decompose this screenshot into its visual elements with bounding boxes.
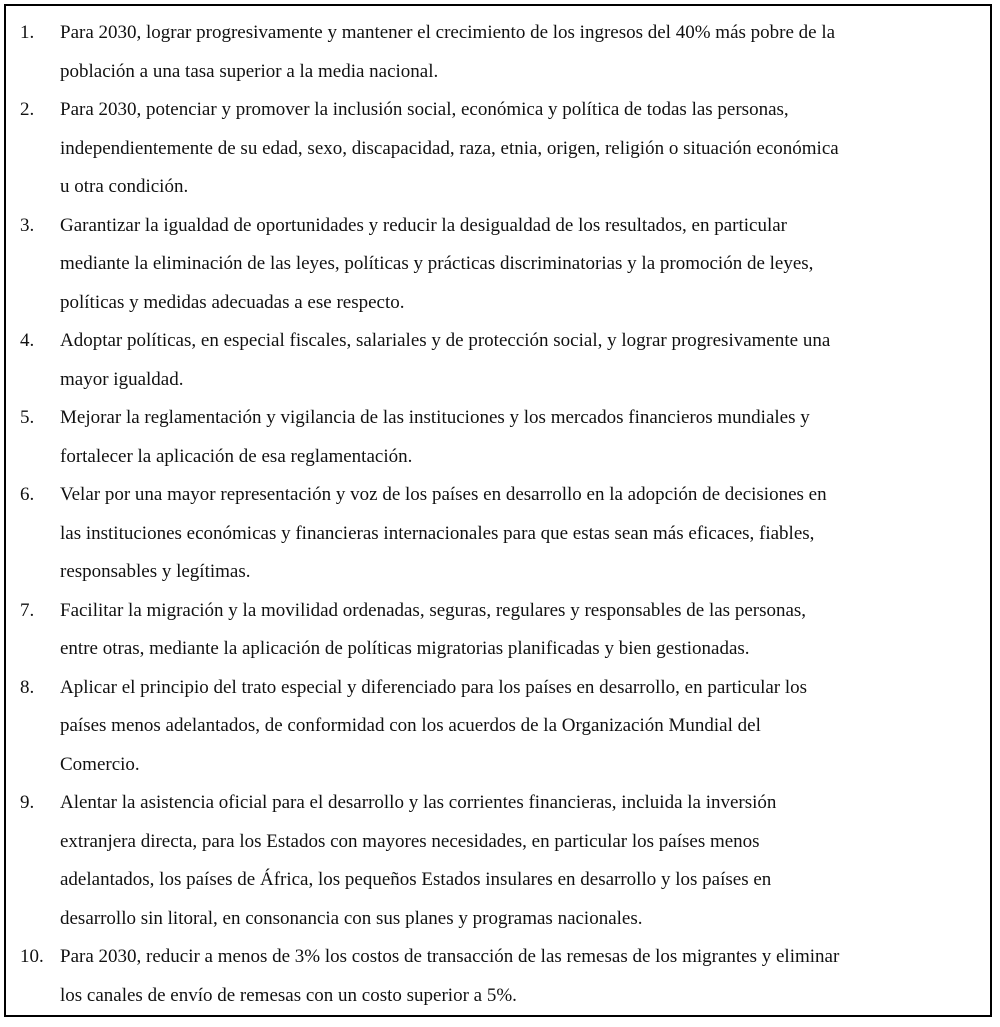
targets-list <box>20 14 986 1015</box>
item-number: 3. <box>20 214 35 236</box>
text-line: Para 2030, potenciar y promover la inclusión social, económica y política de todas las personas, <box>60 99 789 120</box>
item-text <box>60 399 986 476</box>
text-line: Aplicar el principio del trato especial y diferenciado para los países en desarrollo, en particular los <box>60 676 808 698</box>
list-item <box>20 14 986 91</box>
text-line: independientemente de su edad, sexo, discapacidad, raza, etnia, origen, religión o situación económica <box>60 137 839 159</box>
list-item <box>20 322 986 399</box>
item-text <box>60 669 986 785</box>
list-item <box>20 207 986 323</box>
targets-box <box>4 4 992 1017</box>
item-text <box>60 938 986 1015</box>
text-line: Velar por una mayor representación y voz de los países en desarrollo en la adopción de decisiones en <box>60 484 827 505</box>
text-line: desarrollo sin litoral, en consonancia con sus planes y programas nacionales. <box>60 907 643 929</box>
text-line: fortalecer la aplicación de esa reglamentación. <box>60 445 413 467</box>
text-line: Comercio. <box>60 753 140 775</box>
list-item <box>20 476 986 592</box>
item-text <box>60 784 986 938</box>
text-line: Garantizar la igualdad de oportunidades y reducir la desigualdad de los resultados, en particular <box>60 214 788 236</box>
text-line: Para 2030, reducir a menos de 3% los costos de transacción de las remesas de los migrantes y eliminar <box>60 946 840 967</box>
text-line: Mejorar la reglamentación y vigilancia de las instituciones y los mercados financieros mundiales y <box>60 407 810 428</box>
item-text <box>60 207 986 323</box>
list-item <box>20 91 986 207</box>
item-number: 2. <box>20 99 35 120</box>
item-number: 6. <box>20 484 35 505</box>
list-item <box>20 669 986 785</box>
text-line: entre otras, mediante la aplicación de políticas migratorias planificadas y bien gestionadas. <box>60 638 750 659</box>
item-text <box>60 322 986 399</box>
text-line: países menos adelantados, de conformidad con los acuerdos de la Organización Mundial del <box>60 715 761 736</box>
item-text <box>60 14 986 91</box>
text-line: población a una tasa superior a la media nacional. <box>60 60 439 82</box>
text-line: Alentar la asistencia oficial para el desarrollo y las corrientes financieras, incluida la inversión <box>60 792 777 813</box>
text-line: los canales de envío de remesas con un costo superior a 5%. <box>60 984 517 1006</box>
list-item <box>20 938 986 1015</box>
text-line: Facilitar la migración y la movilidad ordenadas, seguras, regulares y responsables de las personas, <box>60 599 807 621</box>
text-line: políticas y medidas adecuadas a ese respecto. <box>60 291 405 313</box>
text-line: Para 2030, lograr progresivamente y mantener el crecimiento de los ingresos del 40% más pobre de la <box>60 22 836 43</box>
text-line: u otra condición. <box>60 176 189 197</box>
list-item <box>20 784 986 938</box>
text-line: mayor igualdad. <box>60 368 184 390</box>
text-line: Adoptar políticas, en especial fiscales, salariales y de protección social, y lograr progresivamente una <box>60 330 831 351</box>
text-line: mediante la eliminación de las leyes, políticas y prácticas discriminatorias y la promoción de leyes, <box>60 253 814 274</box>
item-text <box>60 91 986 207</box>
item-number: 4. <box>20 330 35 351</box>
text-line: responsables y legítimas. <box>60 561 251 582</box>
list-item <box>20 592 986 669</box>
text-line: las instituciones económicas y financieras internacionales para que estas sean más eficaces, fiables, <box>60 522 815 544</box>
list-item <box>20 399 986 476</box>
item-number: 7. <box>20 599 35 621</box>
item-text <box>60 592 986 669</box>
item-number: 5. <box>20 407 35 428</box>
item-number: 1. <box>20 22 35 43</box>
text-line: extranjera directa, para los Estados con mayores necesidades, en particular los países menos <box>60 830 760 852</box>
text-line: adelantados, los países de África, los pequeños Estados insulares en desarrollo y los países en <box>60 869 772 890</box>
item-number: 10. <box>20 946 44 967</box>
item-text <box>60 476 986 592</box>
item-number: 8. <box>20 676 35 698</box>
item-number: 9. <box>20 792 35 813</box>
